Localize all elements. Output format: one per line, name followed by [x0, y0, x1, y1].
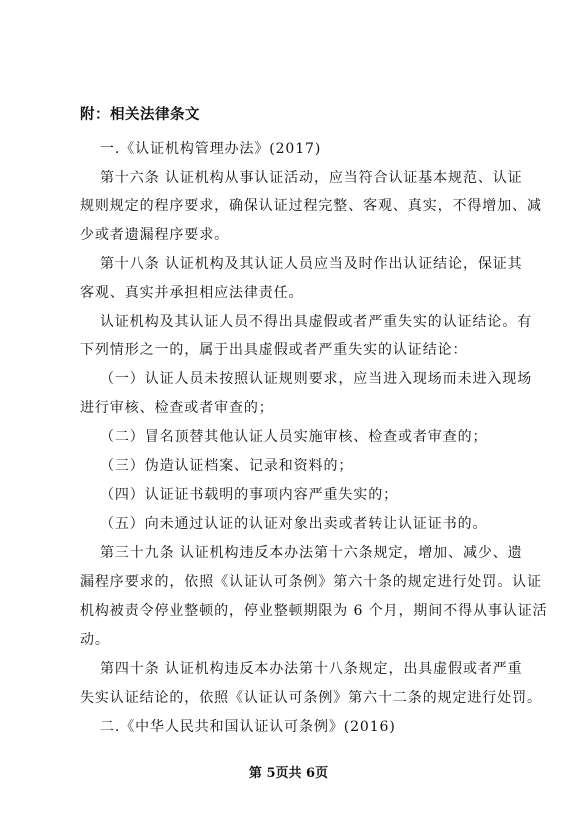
- article-40-line-2: 失实认证结论的，依照《认证认可条例》第六十二条的规定进行处罚。: [80, 690, 542, 706]
- article-40-line-1: 第四十条 认证机构违反本办法第十八条规定，出具虚假或者严重: [100, 661, 523, 677]
- list-item-5: （五）向未通过认证的认证对象出卖或者转让认证证书的。: [100, 516, 488, 532]
- article-16-line-1: 第十六条 认证机构从事认证活动，应当符合认证基本规范、认证: [100, 170, 523, 186]
- article-39-line-3: 机构被责令停业整顿的，停业整顿期限为 6 个月，期间不得从事认证活: [80, 603, 548, 619]
- article-39-line-1: 第三十九条 认证机构违反本办法第十六条规定，增加、减少、遗: [100, 545, 523, 561]
- list-item-2: （二）冒名顶替其他认证人员实施审核、检查或者审查的；: [100, 429, 488, 445]
- section-title-2: 二.《中华人民共和国认证认可条例》(2016): [100, 719, 396, 735]
- paragraph-line-2: 下列情形之一的，属于出具虚假或者严重失实的认证结论：: [80, 342, 468, 358]
- article-16-line-3: 少或者遗漏程序要求。: [80, 227, 229, 243]
- article-39-line-2: 漏程序要求的，依照《认证认可条例》第六十条的规定进行处罚。认证: [80, 574, 542, 590]
- page-indicator: 第 5页共 6页: [248, 766, 329, 781]
- section-title-1: 一.《认证机构管理办法》(2017): [100, 141, 322, 157]
- article-18-line-1: 第十八条 认证机构及其认证人员应当及时作出认证结论，保证其: [100, 256, 523, 272]
- list-item-3: （三）伪造认证档案、记录和资料的；: [100, 458, 354, 474]
- appendix-heading: 附：相关法律条文: [80, 107, 200, 123]
- article-18-line-2: 客观、真实并承担相应法律责任。: [80, 285, 304, 301]
- article-16-line-2: 规则规定的程序要求，确保认证过程完整、客观、真实，不得增加、减: [80, 198, 542, 214]
- paragraph-line-1: 认证机构及其认证人员不得出具虚假或者严重失实的认证结论。有: [100, 314, 533, 330]
- list-item-4: （四）认证证书载明的事项内容严重失实的；: [100, 487, 398, 503]
- list-item-1-line-1: （一）认证人员未按照认证规则要求，应当进入现场而未进入现场: [100, 371, 533, 387]
- list-item-1-line-2: 进行审核、检查或者审查的；: [80, 400, 274, 416]
- article-39-line-4: 动。: [80, 632, 110, 648]
